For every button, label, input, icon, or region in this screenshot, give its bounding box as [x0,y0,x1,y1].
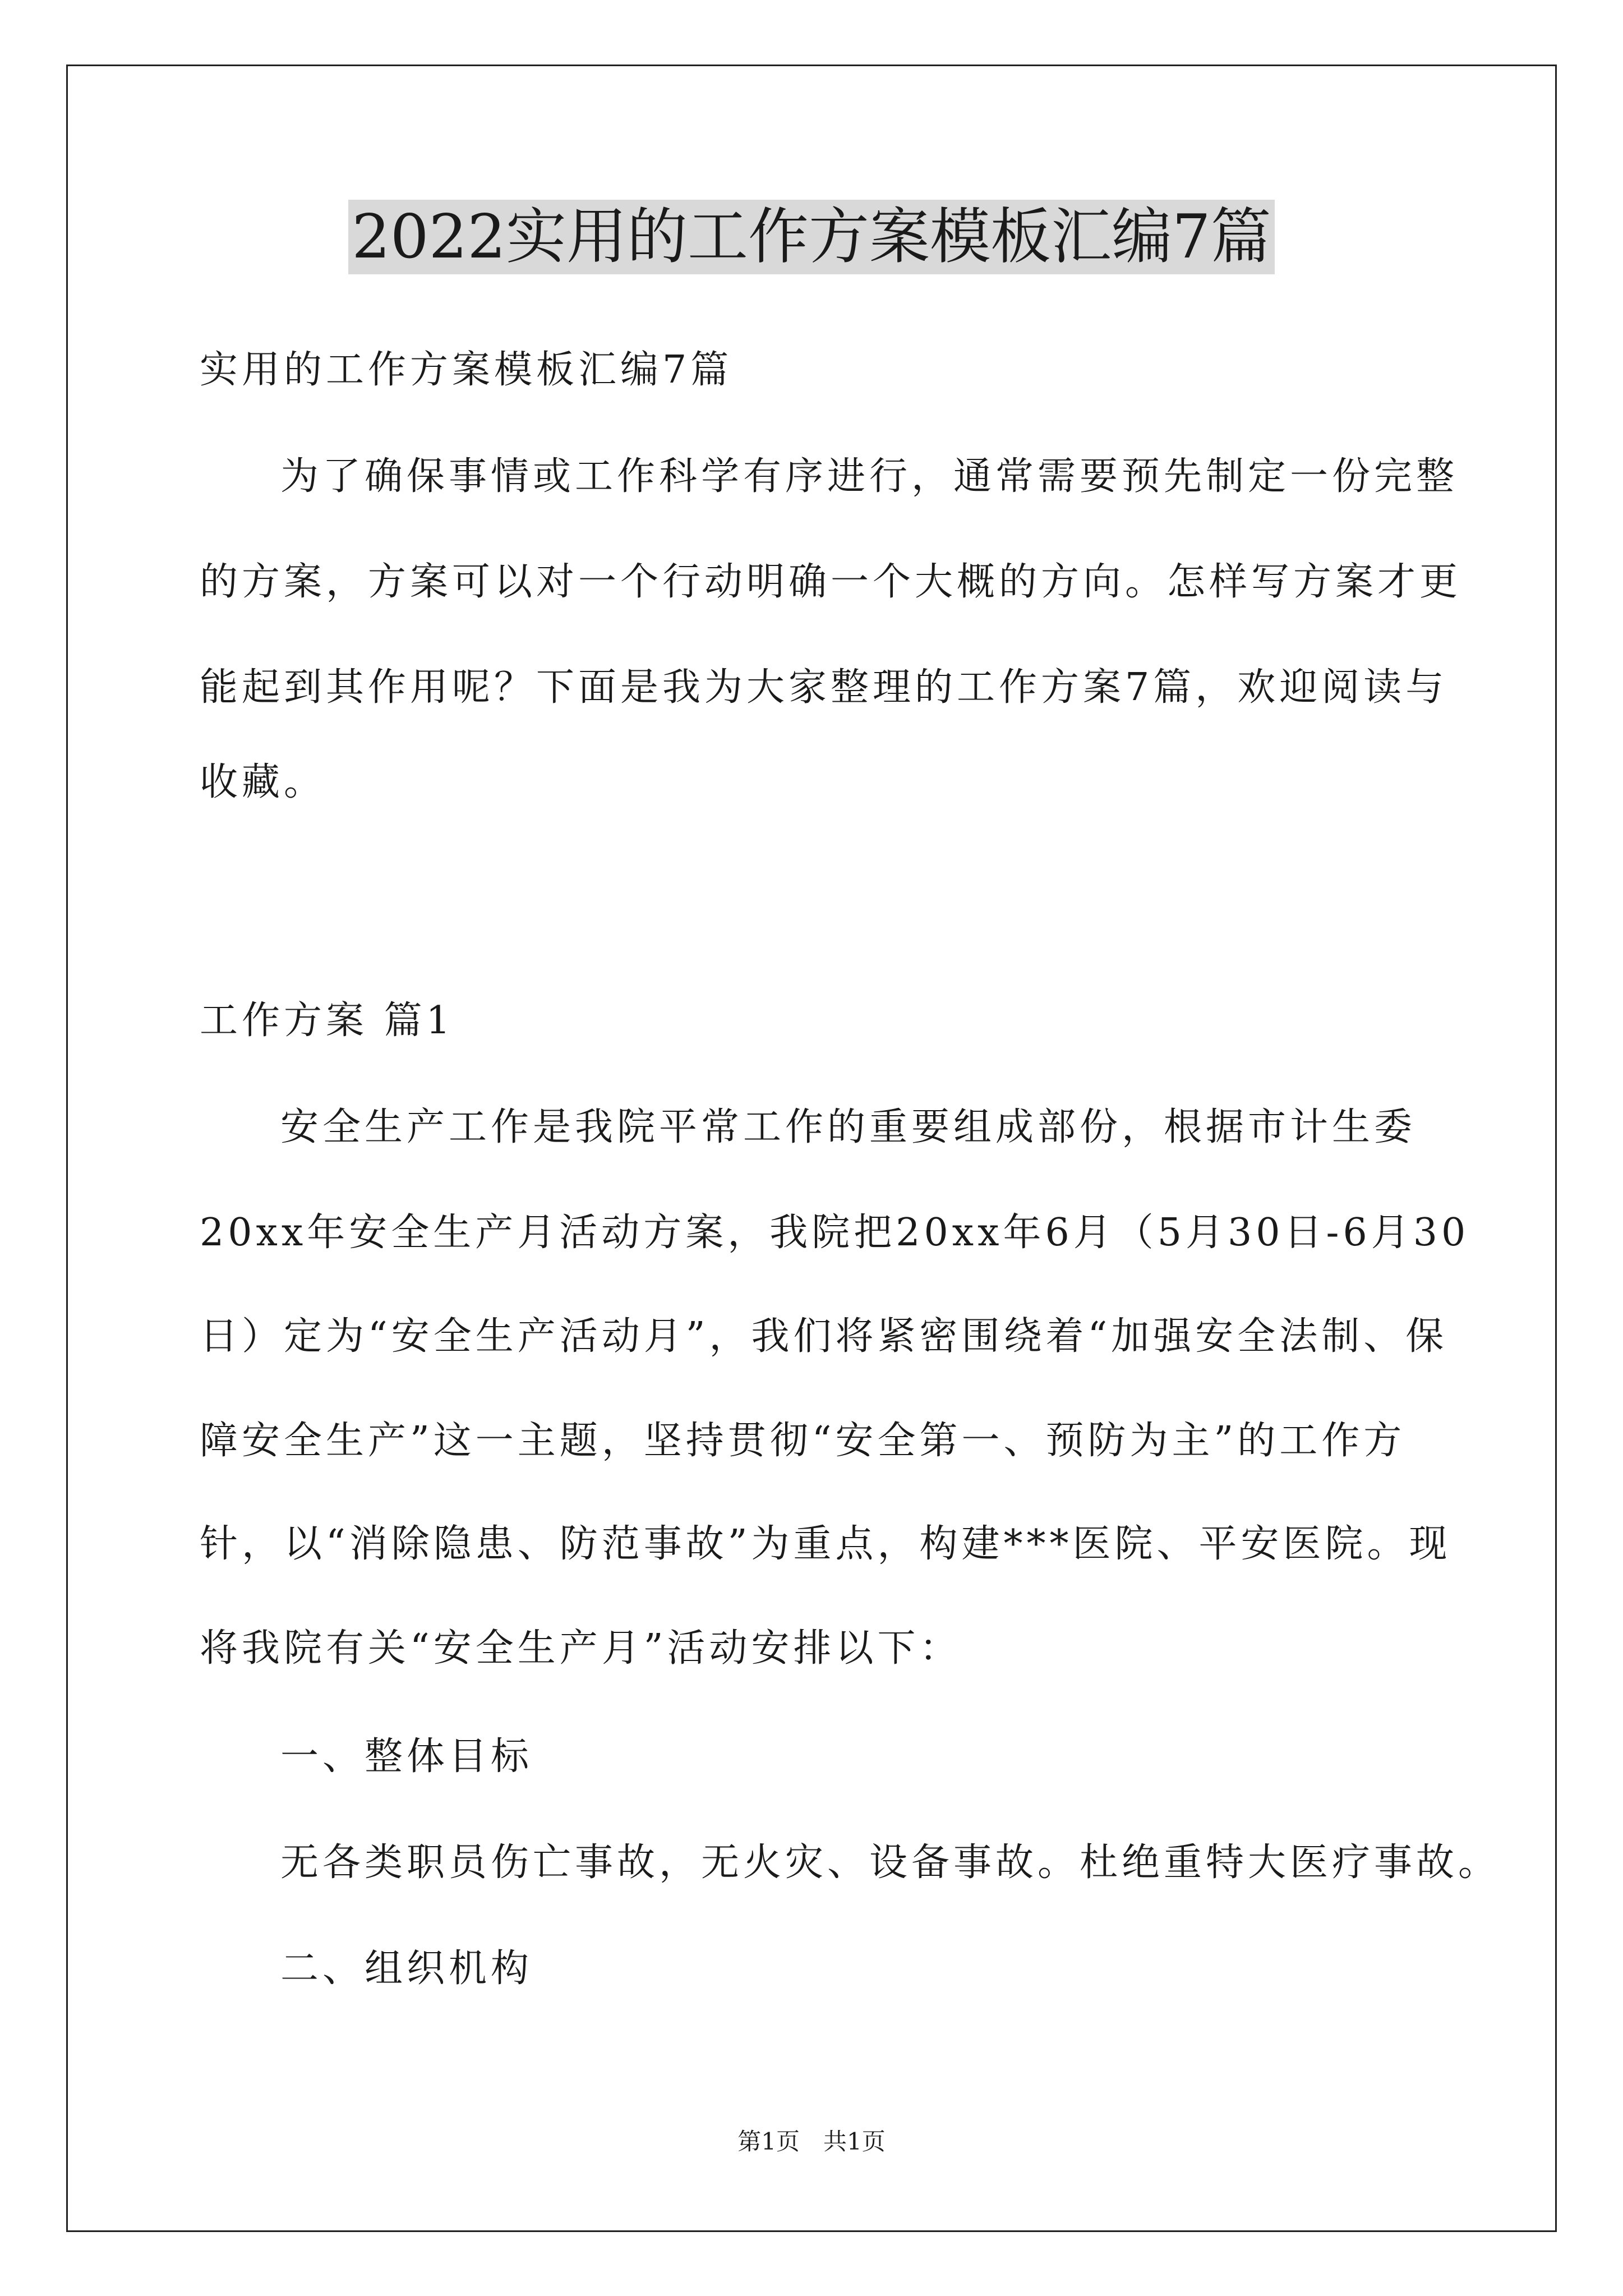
page-footer: 第1页 共1页 [737,2128,886,2155]
item-1-heading: 一、整体目标 [280,1734,533,1779]
body-line-6: 将我院有关“安全生产月”活动安排以下： [200,1626,962,1671]
body-line-5: 针，以“消除隐患、防范事故”为重点，构建***医院、平安医院。现 [200,1522,1451,1566]
body-line-1: 安全生产工作是我院平常工作的重要组成部份，根据市计生委 [280,1105,1417,1149]
document-title: 2022实用的工作方案模板汇编7篇 [0,195,1623,279]
intro-line-4: 收藏。 [200,760,326,804]
item-2-heading: 二、组织机构 [280,1947,533,1991]
body-line-4: 障安全生产”这一主题，坚持贯彻“安全第一、预防为主”的工作方 [200,1419,1406,1463]
document-subtitle: 实用的工作方案模板汇编7篇 [200,348,733,392]
intro-line-1: 为了确保事情或工作科学有序进行，通常需要预先制定一份完整 [280,454,1459,499]
intro-line-2: 的方案，方案可以对一个行动明确一个大概的方向。怎样写方案才更 [200,560,1462,604]
body-line-3: 日）定为“安全生产活动月”，我们将紧密围绕着“加强安全法制、保 [200,1314,1448,1359]
intro-line-3: 能起到其作用呢？下面是我为大家整理的工作方案7篇，欢迎阅读与 [200,665,1448,710]
section-heading: 工作方案 篇1 [200,999,454,1043]
item-1-text: 无各类职员伤亡事故，无火灾、设备事故。杜绝重特大医疗事故。 [280,1841,1501,1885]
body-line-2: 20xx年安全生产月活动方案，我院把20xx年6月（5月30日-6月30 [200,1211,1470,1255]
